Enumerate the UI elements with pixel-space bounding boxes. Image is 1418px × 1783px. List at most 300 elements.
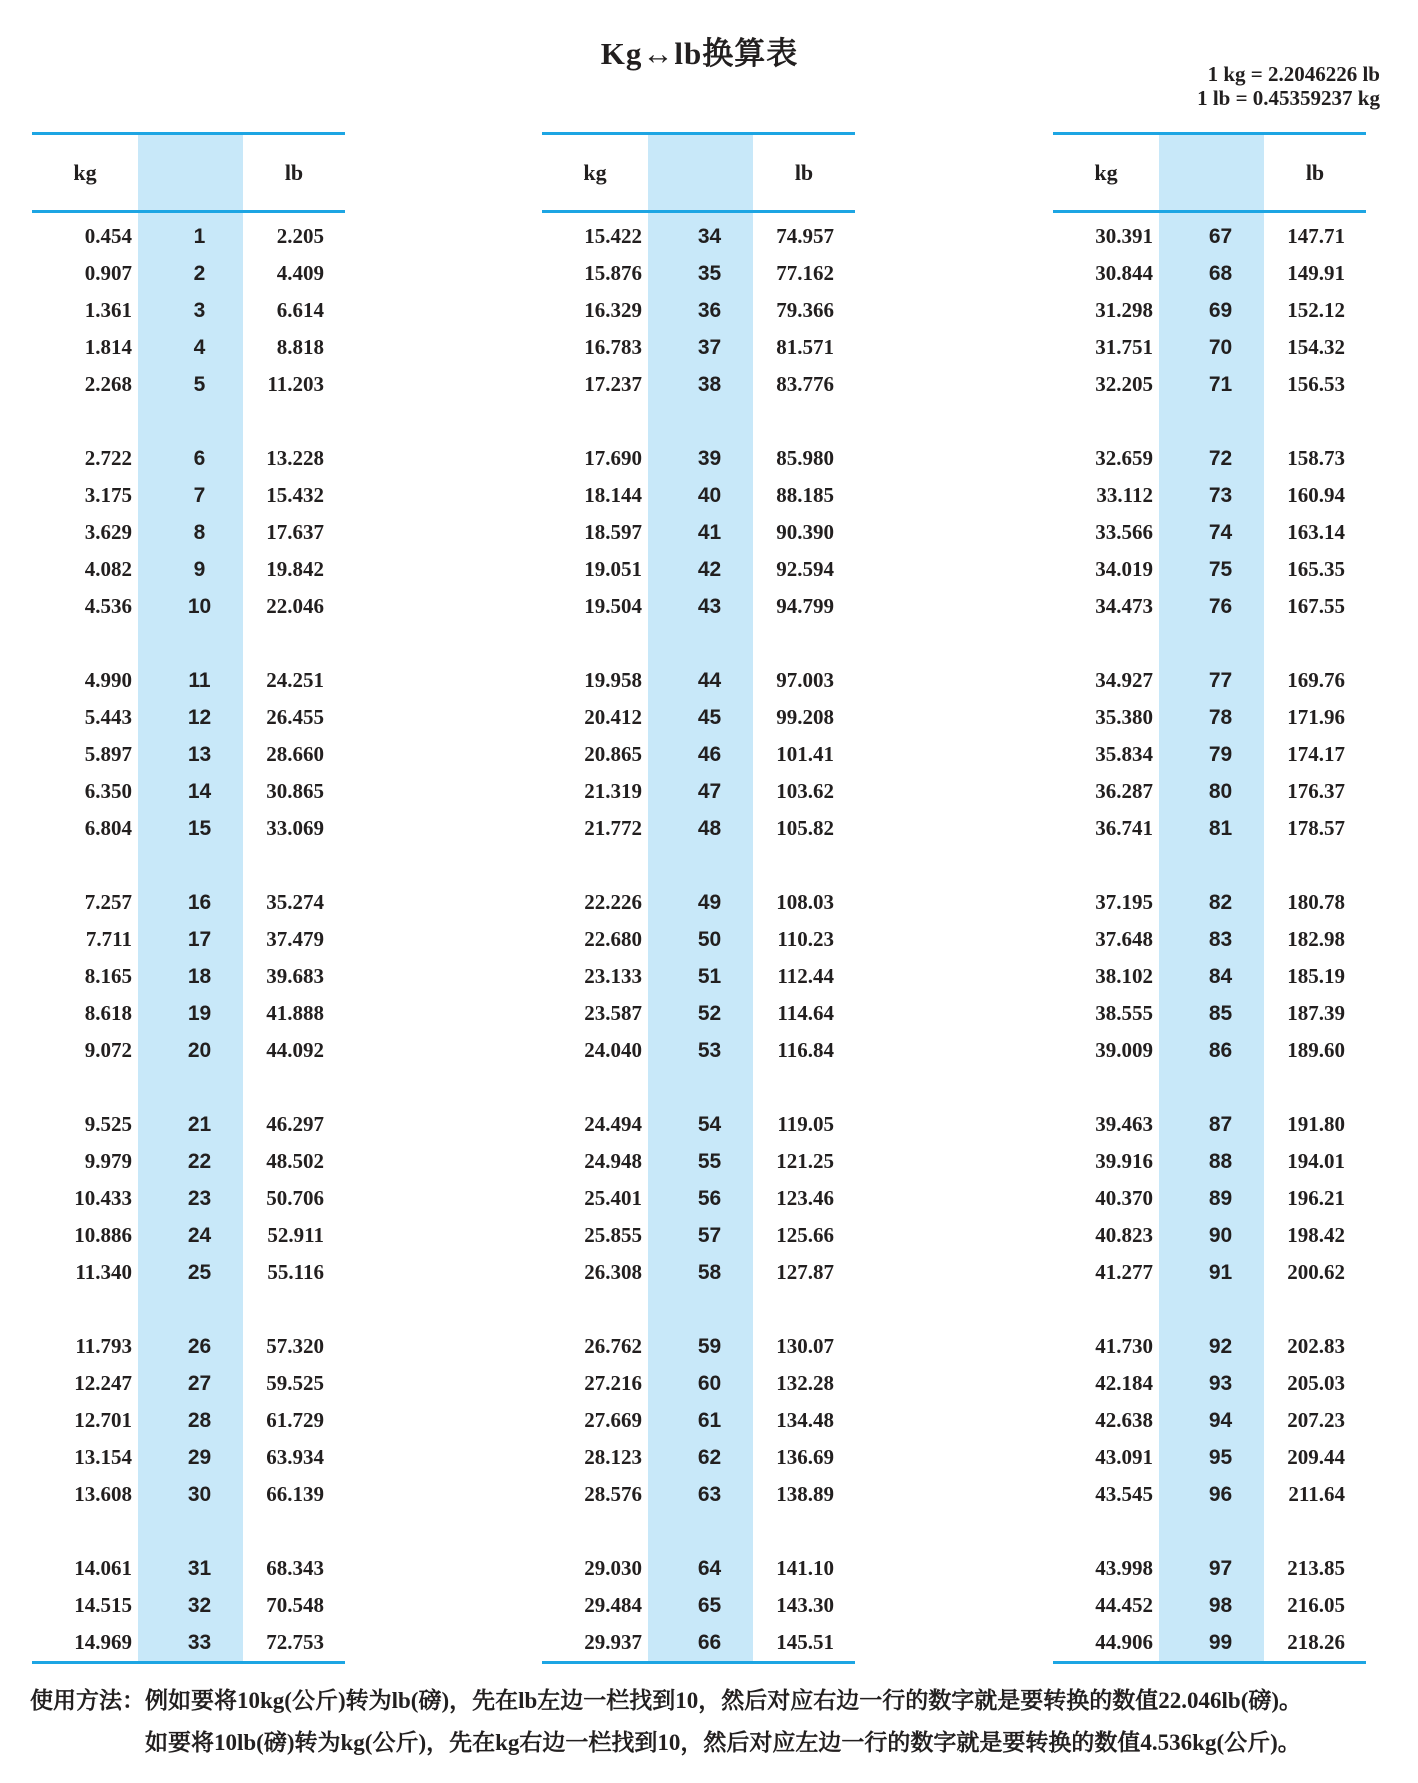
lb-value: 83.776 (776, 372, 834, 396)
table-row (32, 921, 345, 958)
kg-value: 13.154 (74, 1445, 132, 1469)
table-row (542, 958, 855, 995)
kg-value: 6.804 (84, 816, 132, 840)
lb-value: 169.76 (1287, 668, 1345, 692)
kg-value: 34.927 (1095, 668, 1153, 692)
index-value: 98 (1208, 1593, 1233, 1617)
kg-value: 10.433 (74, 1186, 132, 1210)
row-block-gap (542, 1291, 855, 1328)
lb-value: 189.60 (1287, 1038, 1345, 1062)
index-value: 15 (187, 816, 212, 840)
index-value: 95 (1208, 1445, 1233, 1469)
kg-value: 5.897 (84, 742, 132, 766)
kg-value: 19.051 (584, 557, 642, 581)
kg-value: 30.844 (1095, 261, 1153, 285)
table-row (542, 773, 855, 810)
lb-value: 167.55 (1287, 594, 1345, 618)
lb-value: 72.753 (266, 1630, 324, 1654)
row-block-gap (542, 1513, 855, 1550)
index-value: 34 (697, 224, 722, 248)
table-row (1053, 699, 1366, 736)
table-row (542, 1587, 855, 1624)
lb-value: 59.525 (266, 1371, 324, 1395)
table-row (1053, 1217, 1366, 1254)
usage-instructions (30, 1680, 1400, 1764)
kg-value: 29.484 (584, 1593, 642, 1617)
kg-value: 42.184 (1095, 1371, 1153, 1395)
table-row (1053, 921, 1366, 958)
index-value: 92 (1208, 1334, 1233, 1358)
index-value: 57 (697, 1223, 722, 1247)
table-row (1053, 1106, 1366, 1143)
column-header-lb: lb (794, 159, 814, 185)
lb-value: 61.729 (266, 1408, 324, 1432)
kg-value: 7.711 (85, 927, 132, 951)
column-header-lb: lb (1305, 159, 1325, 185)
index-value: 3 (193, 298, 206, 322)
usage-instructions-text (145, 1680, 1302, 1764)
conversion-factor-lb-to-kg: 1 lb = 0.45359237 kg (1197, 86, 1380, 110)
index-value: 30 (187, 1482, 212, 1506)
lb-value: 70.548 (266, 1593, 324, 1617)
table-row (32, 810, 345, 847)
lb-value: 178.57 (1287, 816, 1345, 840)
lb-value: 97.003 (776, 668, 834, 692)
index-value: 71 (1208, 372, 1233, 396)
index-value: 45 (697, 705, 722, 729)
index-value: 96 (1208, 1482, 1233, 1506)
conversion-table-group-3 (1053, 132, 1366, 1664)
kg-value: 41.277 (1095, 1260, 1153, 1284)
lb-value: 213.85 (1287, 1556, 1345, 1580)
lb-value: 81.571 (776, 335, 834, 359)
kg-value: 38.102 (1095, 964, 1153, 988)
index-value: 33 (187, 1630, 212, 1654)
kg-value: 3.175 (84, 483, 132, 507)
table-row (542, 736, 855, 773)
kg-value: 32.659 (1095, 446, 1153, 470)
kg-value: 34.019 (1095, 557, 1153, 581)
table-header (1053, 135, 1366, 210)
lb-value: 37.479 (266, 927, 324, 951)
table-row (1053, 292, 1366, 329)
kg-value: 8.165 (84, 964, 132, 988)
kg-value: 43.545 (1095, 1482, 1153, 1506)
index-value: 77 (1208, 668, 1233, 692)
table-row (542, 440, 855, 477)
kg-value: 30.391 (1095, 224, 1153, 248)
row-block-gap (542, 1069, 855, 1106)
table-row (542, 1550, 855, 1587)
kg-value: 21.319 (584, 779, 642, 803)
lb-value: 156.53 (1287, 372, 1345, 396)
lb-value: 39.683 (266, 964, 324, 988)
index-value: 21 (187, 1112, 212, 1136)
lb-value: 66.139 (266, 1482, 324, 1506)
index-value: 56 (697, 1186, 722, 1210)
index-value: 97 (1208, 1556, 1233, 1580)
lb-value: 15.432 (266, 483, 324, 507)
table-row (542, 1180, 855, 1217)
index-value: 22 (187, 1149, 212, 1173)
kg-value: 1.361 (84, 298, 132, 322)
table-row (32, 366, 345, 403)
index-value: 81 (1208, 816, 1233, 840)
table-row (32, 292, 345, 329)
kg-value: 19.958 (584, 668, 642, 692)
index-value: 11 (188, 668, 211, 692)
row-block-gap (1053, 625, 1366, 662)
index-value: 13 (187, 742, 212, 766)
table-row (542, 1476, 855, 1513)
lb-value: 123.46 (776, 1186, 834, 1210)
table-row (32, 995, 345, 1032)
table-rows (1053, 213, 1366, 1661)
table-header (542, 135, 855, 210)
kg-value: 16.329 (584, 298, 642, 322)
table-row (32, 1476, 345, 1513)
table-row (1053, 329, 1366, 366)
kg-value: 9.525 (84, 1112, 132, 1136)
table-row (542, 995, 855, 1032)
table-row (32, 699, 345, 736)
kg-value: 38.555 (1095, 1001, 1153, 1025)
lb-value: 202.83 (1287, 1334, 1345, 1358)
kg-value: 15.422 (584, 224, 642, 248)
row-block-gap (32, 403, 345, 440)
kg-value: 39.916 (1095, 1149, 1153, 1173)
table-row (32, 1587, 345, 1624)
row-block-gap (32, 1513, 345, 1550)
kg-value: 16.783 (584, 335, 642, 359)
lb-value: 22.046 (266, 594, 324, 618)
lb-value: 194.01 (1287, 1149, 1345, 1173)
table-row (542, 1365, 855, 1402)
kg-value: 7.257 (84, 890, 132, 914)
column-header-kg: kg (583, 159, 607, 185)
kg-value: 14.969 (74, 1630, 132, 1654)
table-row (32, 1550, 345, 1587)
table-row (542, 1439, 855, 1476)
index-value: 82 (1208, 890, 1233, 914)
kg-value: 39.009 (1095, 1038, 1153, 1062)
table-row (1053, 366, 1366, 403)
index-value: 24 (187, 1223, 212, 1247)
lb-value: 94.799 (776, 594, 834, 618)
table-header (32, 135, 345, 210)
table-row (1053, 551, 1366, 588)
index-value: 68 (1208, 261, 1233, 285)
index-value: 20 (187, 1038, 212, 1062)
lb-value: 4.409 (276, 261, 324, 285)
kg-value: 20.865 (584, 742, 642, 766)
table-row (32, 1624, 345, 1661)
table-row (542, 514, 855, 551)
table-row (1053, 1328, 1366, 1365)
table-row (542, 588, 855, 625)
kg-value: 4.082 (84, 557, 132, 581)
lb-value: 19.842 (266, 557, 324, 581)
table-row (32, 514, 345, 551)
kg-value: 26.308 (584, 1260, 642, 1284)
lb-value: 152.12 (1287, 298, 1345, 322)
lb-value: 112.44 (777, 964, 834, 988)
table-row (542, 1402, 855, 1439)
kg-value: 23.587 (584, 1001, 642, 1025)
lb-value: 35.274 (266, 890, 324, 914)
lb-value: 55.116 (267, 1260, 324, 1284)
table-row (32, 1328, 345, 1365)
lb-value: 26.455 (266, 705, 324, 729)
lb-value: 77.162 (776, 261, 834, 285)
kg-value: 42.638 (1095, 1408, 1153, 1432)
lb-value: 163.14 (1287, 520, 1345, 544)
column-header-kg: kg (73, 159, 97, 185)
index-value: 31 (187, 1556, 212, 1580)
index-value: 66 (697, 1630, 722, 1654)
index-value: 2 (193, 261, 206, 285)
table-row (542, 921, 855, 958)
lb-value: 6.614 (276, 298, 324, 322)
lb-value: 145.51 (776, 1630, 834, 1654)
table-row (542, 551, 855, 588)
kg-value: 37.648 (1095, 927, 1153, 951)
kg-value: 28.123 (584, 1445, 642, 1469)
kg-value: 6.350 (84, 779, 132, 803)
kg-value: 33.112 (1096, 483, 1153, 507)
lb-value: 105.82 (776, 816, 834, 840)
kg-value: 9.979 (84, 1149, 132, 1173)
lb-value: 114.64 (777, 1001, 834, 1025)
conversion-table-group-2 (542, 132, 855, 1664)
table-row (1053, 440, 1366, 477)
table-row (32, 662, 345, 699)
index-value: 47 (697, 779, 722, 803)
kg-value: 33.566 (1095, 520, 1153, 544)
lb-value: 110.23 (777, 927, 834, 951)
index-value: 12 (187, 705, 212, 729)
table-row (542, 1254, 855, 1291)
kg-value: 24.494 (584, 1112, 642, 1136)
index-value: 7 (193, 483, 206, 507)
index-value: 64 (697, 1556, 722, 1580)
table-row (1053, 1476, 1366, 1513)
index-value: 84 (1208, 964, 1233, 988)
lb-value: 149.91 (1287, 261, 1345, 285)
index-value: 49 (697, 890, 722, 914)
kg-value: 1.814 (84, 335, 132, 359)
lb-value: 33.069 (266, 816, 324, 840)
lb-value: 28.660 (266, 742, 324, 766)
index-value: 70 (1208, 335, 1233, 359)
index-value: 62 (697, 1445, 722, 1469)
lb-value: 187.39 (1287, 1001, 1345, 1025)
table-row (542, 1217, 855, 1254)
row-block-gap (1053, 847, 1366, 884)
lb-value: 11.203 (267, 372, 324, 396)
table-row (32, 1217, 345, 1254)
kg-value: 29.030 (584, 1556, 642, 1580)
index-value: 75 (1208, 557, 1233, 581)
lb-value: 88.185 (776, 483, 834, 507)
table-row (32, 736, 345, 773)
kg-value: 40.370 (1095, 1186, 1153, 1210)
table-row (1053, 1550, 1366, 1587)
lb-value: 143.30 (776, 1593, 834, 1617)
lb-value: 130.07 (776, 1334, 834, 1358)
table-row (32, 255, 345, 292)
index-value: 10 (187, 594, 212, 618)
index-value: 19 (187, 1001, 212, 1025)
table-row (542, 366, 855, 403)
table-row (1053, 773, 1366, 810)
index-value: 28 (187, 1408, 212, 1432)
kg-value: 10.886 (74, 1223, 132, 1247)
index-value: 54 (697, 1112, 722, 1136)
index-value: 73 (1208, 483, 1233, 507)
lb-value: 200.62 (1287, 1260, 1345, 1284)
kg-value: 11.340 (75, 1260, 132, 1284)
table-row (1053, 810, 1366, 847)
lb-value: 182.98 (1287, 927, 1345, 951)
table-row (32, 773, 345, 810)
table-row (1053, 514, 1366, 551)
table-row (32, 218, 345, 255)
table-row (32, 329, 345, 366)
lb-value: 138.89 (776, 1482, 834, 1506)
lb-value: 218.26 (1287, 1630, 1345, 1654)
index-value: 87 (1208, 1112, 1233, 1136)
table-row (1053, 255, 1366, 292)
row-block-gap (1053, 1291, 1366, 1328)
row-block-gap (542, 403, 855, 440)
table-row (32, 551, 345, 588)
lb-value: 174.17 (1287, 742, 1345, 766)
kg-value: 13.608 (74, 1482, 132, 1506)
kg-value: 43.091 (1095, 1445, 1153, 1469)
table-row (1053, 1439, 1366, 1476)
lb-value: 176.37 (1287, 779, 1345, 803)
lb-value: 74.957 (776, 224, 834, 248)
index-value: 29 (187, 1445, 212, 1469)
index-value: 23 (187, 1186, 212, 1210)
index-value: 18 (187, 964, 212, 988)
lb-value: 209.44 (1287, 1445, 1345, 1469)
index-value: 65 (697, 1593, 722, 1617)
lb-value: 134.48 (776, 1408, 834, 1432)
kg-value: 12.701 (74, 1408, 132, 1432)
kg-value: 35.834 (1095, 742, 1153, 766)
table-row (1053, 662, 1366, 699)
table-row (1053, 1143, 1366, 1180)
conversion-factor-kg-to-lb: 1 kg = 2.2046226 lb (1207, 62, 1380, 86)
index-value: 32 (187, 1593, 212, 1617)
kg-value: 36.287 (1095, 779, 1153, 803)
kg-value: 37.195 (1095, 890, 1153, 914)
table-row (1053, 588, 1366, 625)
kg-value: 19.504 (584, 594, 642, 618)
table-row (542, 1032, 855, 1069)
lb-value: 92.594 (776, 557, 834, 581)
lb-value: 2.205 (276, 224, 324, 248)
index-value: 60 (697, 1371, 722, 1395)
table-row (542, 1328, 855, 1365)
lb-value: 121.25 (776, 1149, 834, 1173)
index-value: 8 (193, 520, 206, 544)
index-value: 26 (187, 1334, 212, 1358)
index-value: 88 (1208, 1149, 1233, 1173)
lb-value: 48.502 (266, 1149, 324, 1173)
column-header-lb: lb (284, 159, 304, 185)
index-value: 78 (1208, 705, 1233, 729)
kg-value: 11.793 (75, 1334, 132, 1358)
lb-value: 185.19 (1287, 964, 1345, 988)
kg-value: 27.216 (584, 1371, 642, 1395)
kg-value: 40.823 (1095, 1223, 1153, 1247)
table-row (1053, 995, 1366, 1032)
lb-value: 127.87 (776, 1260, 834, 1284)
index-value: 83 (1208, 927, 1233, 951)
index-value: 59 (697, 1334, 722, 1358)
lb-value: 68.343 (266, 1556, 324, 1580)
index-value: 89 (1208, 1186, 1233, 1210)
table-row (32, 1439, 345, 1476)
row-block-gap (1053, 403, 1366, 440)
table-row (542, 699, 855, 736)
lb-value: 211.64 (1288, 1482, 1345, 1506)
index-value: 79 (1208, 742, 1233, 766)
lb-value: 30.865 (266, 779, 324, 803)
table-row (1053, 884, 1366, 921)
usage-instructions-line1: 例如要将10kg(公斤)转为lb(磅)，先在lb左边一栏找到10，然后对应右边一行的数字就是要转换的数值22.046lb(磅)。 (145, 1688, 1303, 1713)
index-value: 38 (697, 372, 722, 396)
kg-value: 0.907 (84, 261, 132, 285)
table-row (32, 1143, 345, 1180)
table-row (1053, 1180, 1366, 1217)
table-row (32, 1032, 345, 1069)
kg-value: 41.730 (1095, 1334, 1153, 1358)
kg-value: 35.380 (1095, 705, 1153, 729)
lb-value: 207.23 (1287, 1408, 1345, 1432)
row-block-gap (32, 625, 345, 662)
kg-value: 3.629 (84, 520, 132, 544)
kg-value: 22.226 (584, 890, 642, 914)
table-row (1053, 477, 1366, 514)
row-block-gap (32, 1069, 345, 1106)
lb-value: 85.980 (776, 446, 834, 470)
lb-value: 141.10 (776, 1556, 834, 1580)
kg-value: 44.906 (1095, 1630, 1153, 1654)
lb-value: 57.320 (266, 1334, 324, 1358)
kg-value: 17.690 (584, 446, 642, 470)
lb-value: 198.42 (1287, 1223, 1345, 1247)
lb-value: 205.03 (1287, 1371, 1345, 1395)
index-value: 74 (1208, 520, 1233, 544)
lb-value: 196.21 (1287, 1186, 1345, 1210)
index-value: 46 (697, 742, 722, 766)
index-value: 6 (193, 446, 206, 470)
kg-value: 5.443 (84, 705, 132, 729)
table-row (542, 1143, 855, 1180)
table-row (542, 329, 855, 366)
kg-value: 34.473 (1095, 594, 1153, 618)
lb-value: 99.208 (776, 705, 834, 729)
table-row (542, 884, 855, 921)
lb-value: 154.32 (1287, 335, 1345, 359)
lb-value: 50.706 (266, 1186, 324, 1210)
kg-value: 14.515 (74, 1593, 132, 1617)
index-value: 99 (1208, 1630, 1233, 1654)
